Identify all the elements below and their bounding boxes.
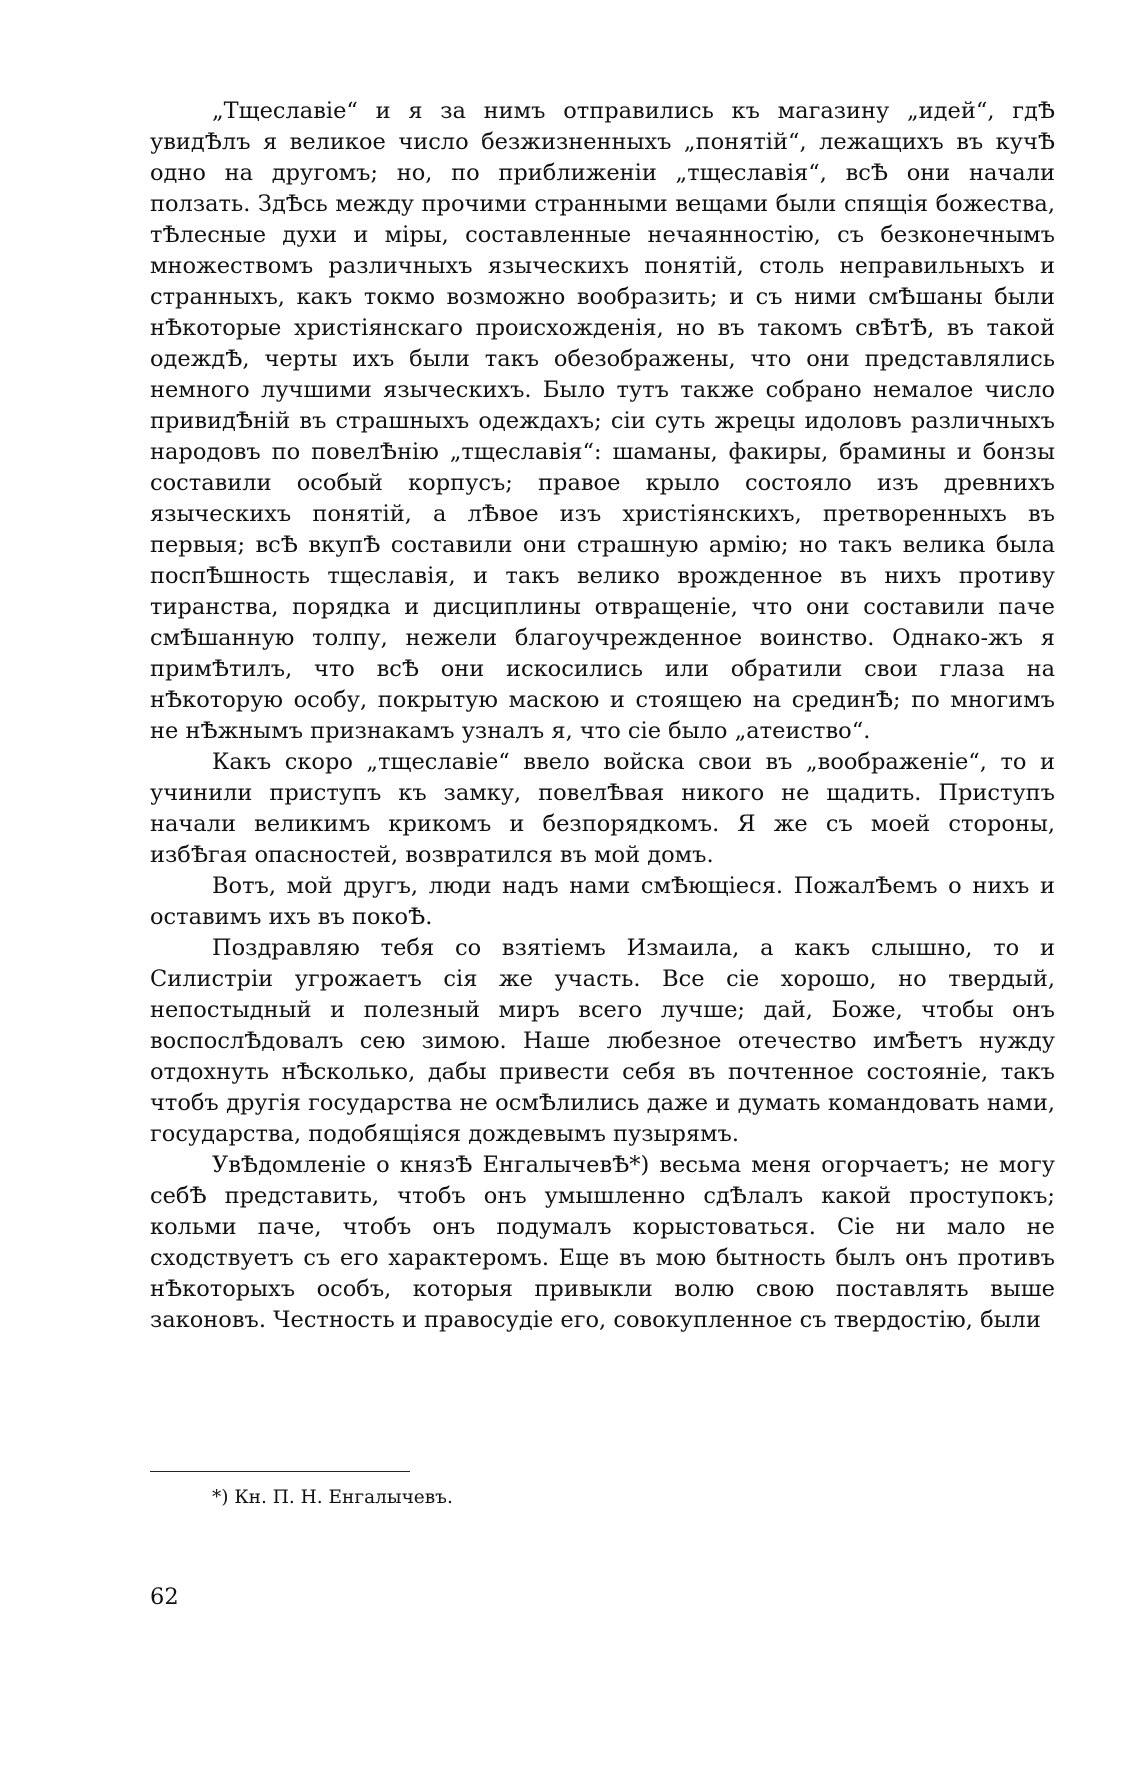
paragraph-pity: Вотъ, мой другъ, люди надъ нами смѢющіеся. ПожалѢемъ о нихъ и оставимъ ихъ въ покоѢ. [150, 873, 1055, 930]
footnote: *) Кн. П. Н. Енгалычевъ. [212, 1487, 453, 1508]
body-text [150, 96, 1055, 1336]
footnote-divider [150, 1471, 410, 1472]
page-number: 62 [150, 1584, 179, 1610]
paragraph-vanity-army: „Тщеславіе“ и я за нимъ отправились къ магазину „идей“, гдѢ увидѢлъ я великое число безжизненныхъ „понятій“, лежащихъ въ кучѢ одно на другомъ; но, по приближеніи „тщеславія“, всѢ они начали ползать. ЗдѢсь между прочими странными вещами были спящія божества, тѢлесные духи и міры, составленные нечаянностію, съ безконечнымъ множествомъ различныхъ языческихъ понятій, столь неправильныхъ и странныхъ, какъ токмо возможно вообразить; и съ ними смѢшаны были нѢкоторые христіянскаго происхожденія, но въ такомъ свѢтѢ, въ такой одеждѢ, черты ихъ были такъ обезображены, что они представлялись немного лучшими языческихъ. Было тутъ также собрано немалое число привидѢній въ страшныхъ одеждахъ; сіи суть жрецы идоловъ различныхъ народовъ по повелѢнію „тщеславія“: шаманы, факиры, брамины и бонзы составили особый корпусъ; правое крыло состояло изъ древнихъ языческихъ понятій, а лѢвое изъ христіянскихъ, претворенныхъ въ первыя; всѢ вкупѢ составили они страшную армію; но такъ велика была поспѢшность тщеславія, и такъ велико врожденное въ нихъ противу тиранства, порядка и дисциплины отвращеніе, что они составили паче смѢшанную толпу, нежели благоучрежденное воинство. Однако-жъ я примѢтилъ, что всѢ они искосились или обратили свои глаза на нѢкоторую особу, покрытую маскою и стоящею на срединѢ; по многимъ не нѢжнымъ признакамъ узналъ я, что сіе было „атеиство“. [150, 98, 1055, 744]
paragraph-engalychev: УвѢдомленіе о князѢ ЕнгалычевѢ*) весьма меня огорчаетъ; не могу себѢ представить, чтобъ онъ умышленно сдѢлалъ какой проступокъ; кольми паче, чтобъ онъ подумалъ корыстоваться. Сіе ни мало не сходствуетъ съ его характеромъ. Еще въ мою бытность былъ онъ противъ нѢкоторыхъ особъ, которыя привыкли волю свою поставлять выше законовъ. Честность и правосудіе его, совокупленное съ твердостію, были [150, 1152, 1055, 1333]
paragraph-izmail: Поздравляю тебя со взятіемъ Измаила, а какъ слышно, то и Силистріи угрожаетъ сія же участь. Все сіе хорошо, но твердый, непостыдный и полезный миръ всего лучше; дай, Боже, чтобы онъ воспослѢдовалъ сею зимою. Наше любезное отечество имѢетъ нужду отдохнуть нѢсколько, дабы привести себя въ почтенное состояніе, такъ чтобъ другія государства не осмѢлились даже и думать командовать нами, государства, подобящіяся дождевымъ пузырямъ. [150, 935, 1055, 1147]
paragraph-assault: Какъ скоро „тщеславіе“ ввело войска свои въ „воображеніе“, то и учинили приступъ къ замку, повелѢвая никого не щадить. Приступъ начали великимъ крикомъ и безпорядкомъ. Я же съ моей стороны, избѢгая опасностей, возвратился въ мой домъ. [150, 749, 1055, 868]
